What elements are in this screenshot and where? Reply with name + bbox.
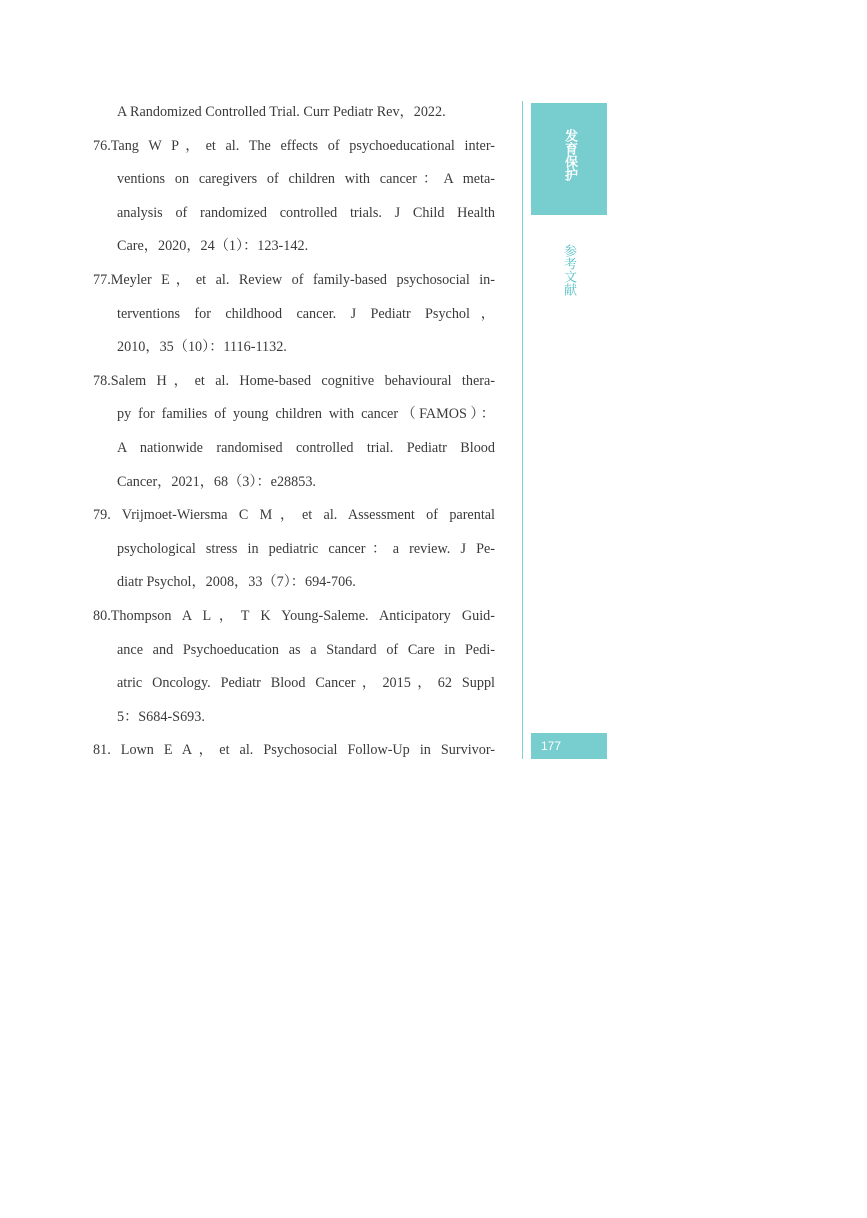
reference-line: 78.Salem H，et al. Home-based cognitive behavioural thera- (93, 372, 495, 389)
reference-line: Cancer，2021，68（3）：e28853. (117, 473, 316, 490)
reference-line: atric Oncology. Pediatr Blood Cancer，2015，62 Suppl (117, 675, 495, 692)
reference-line: 76.Tang W P，et al. The effects of psychoeducational inter- (93, 137, 495, 154)
reference-list (93, 96, 495, 768)
reference-line: 81. Lown E A，et al. Psychosocial Follow-Up in Survivor- (93, 742, 495, 759)
section-tab-label: 发育保护 (562, 129, 577, 181)
margin-divider-line (522, 101, 523, 759)
reference-line: analysis of randomized controlled trials. J Child Health (117, 204, 495, 221)
reference-line: py for families of young children with cancer（FAMOS）： (117, 406, 495, 423)
reference-line: 77.Meyler E，et al. Review of family-based psychosocial in- (93, 271, 495, 288)
subsection-label: 参考文献 (561, 244, 576, 296)
reference-line: 80.Thompson A L，T K Young-Saleme. Anticipatory Guid- (93, 607, 495, 624)
reference-line: psychological stress in pediatric cancer：a review. J Pe- (117, 540, 495, 557)
reference-line: 5：S684-S693. (117, 708, 205, 725)
reference-line: terventions for childhood cancer. J Pediatr Psychol， (117, 305, 495, 322)
reference-line: ance and Psychoeducation as a Standard of Care in Pedi- (117, 641, 495, 658)
reference-line: Care，2020，24（1）：123-142. (117, 238, 309, 255)
reference-line: A nationwide randomised controlled trial. Pediatr Blood (117, 439, 495, 456)
page-number: 177 (531, 733, 607, 759)
section-tab (531, 103, 607, 215)
reference-line: ventions on caregivers of children with cancer：A meta- (117, 171, 495, 188)
reference-line: 79. Vrijmoet-Wiersma C M，et al. Assessment of parental (93, 507, 495, 524)
reference-line: diatr Psychol，2008，33（7）：694-706. (117, 574, 356, 591)
reference-line: 2010，35（10）：1116-1132. (117, 339, 287, 356)
reference-line: A Randomized Controlled Trial. Curr Pediatr Rev，2022. (117, 104, 446, 120)
